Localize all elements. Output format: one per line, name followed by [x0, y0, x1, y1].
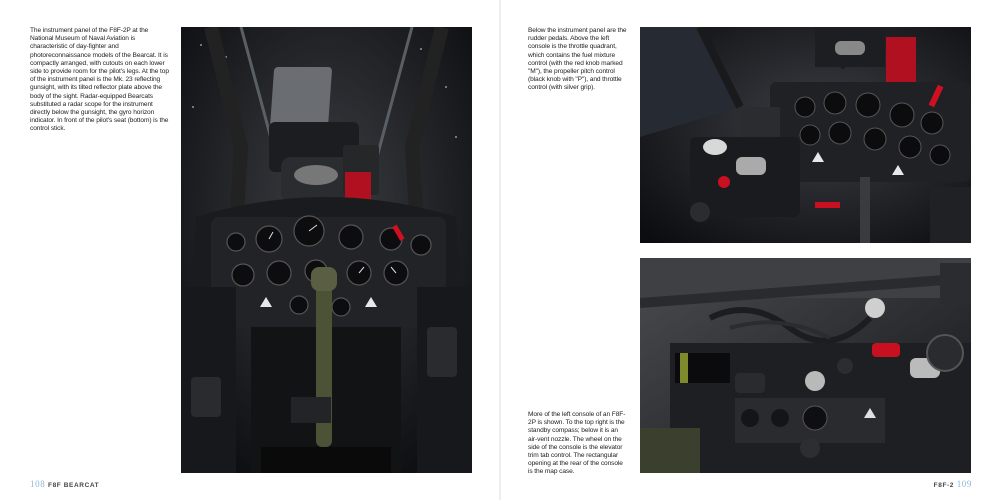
photo-left-console — [640, 258, 971, 473]
page-number-right: 109 — [956, 479, 972, 489]
page-gutter — [499, 0, 501, 500]
folio-left — [30, 479, 99, 489]
photo-instrument-panel — [181, 27, 472, 473]
caption-instrument-panel: The instrument panel of the F8F-2P at the National Museum of Naval Aviation is characteristic of day-fighter and photoreconnaissance models of the Bearcat. It is compactly arranged, with cutouts on each lower side to provide room for the pilot's legs. At the top of the instrument panel is the Mk. 23 reflecting gunsight, with its tilted reflector plate above the body of the sight. Radar-equipped Bearcats substituted a radar scope for the instrument directly below the gunsight, the gyro horizon indicator. In front of the pilot's seat (bottom) is the control stick. — [30, 27, 169, 133]
caption-throttle-quadrant: Below the instrument panel are the rudder pedals. Above the left console is the throttle quadrant, which contains the fuel mixture control (with the red knob marked "M"), the propeller pitch control (black knob with "P"), and throttle control (with silver grip). — [528, 27, 627, 92]
running-title-right: F8F-2 — [933, 482, 954, 489]
caption-left-console: More of the left console of an F8F-2P is shown. To the top right is the standby compass; below it is an air-vent nozzle. The wheel on the side of the console is the elevator trim tab control. The rectangular opening at the rear of the console is the map case. — [528, 411, 626, 476]
photo-throttle-quadrant — [640, 27, 971, 243]
running-title-left: F8F BEARCAT — [48, 482, 100, 489]
folio-right — [934, 479, 972, 489]
page-number-left: 108 — [30, 479, 46, 489]
